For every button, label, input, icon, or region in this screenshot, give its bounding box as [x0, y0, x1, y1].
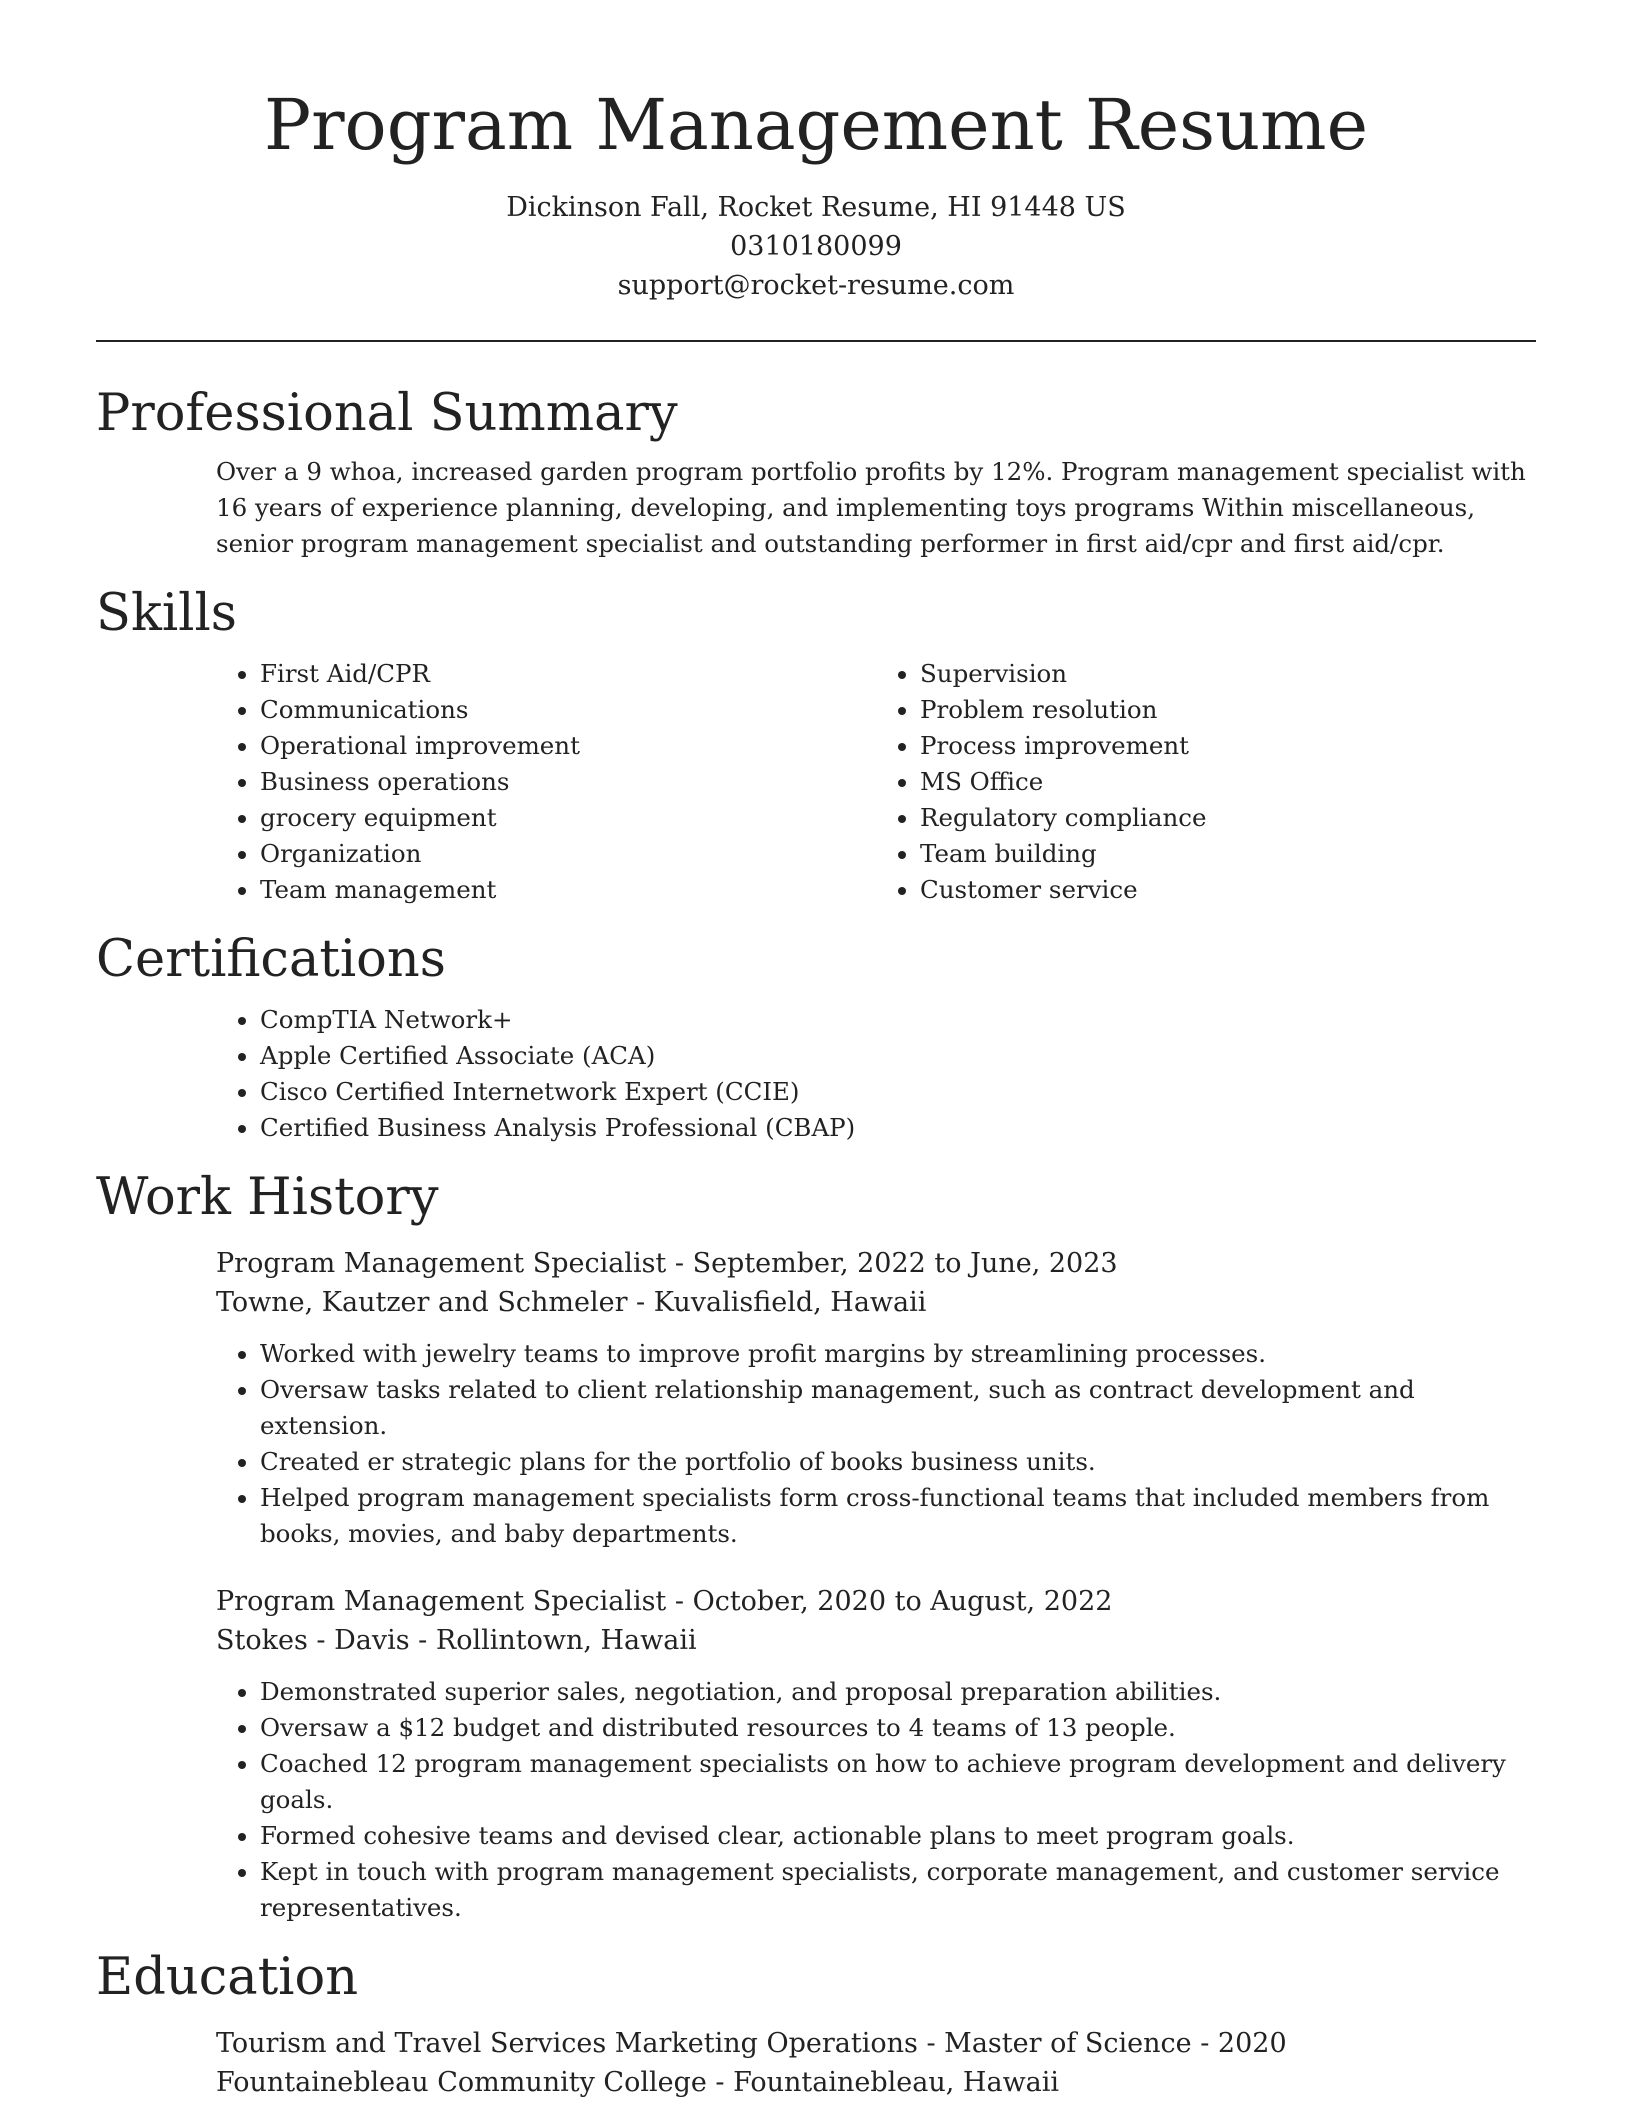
- job-entry: [216, 1582, 1536, 1926]
- skill-item: • grocery equipment: [260, 800, 876, 836]
- certification-item: • Cisco Certified Internetwork Expert (CCIE): [260, 1074, 1536, 1110]
- job-bullet: • Demonstrated superior sales, negotiation, and proposal preparation abilities.: [260, 1674, 1536, 1710]
- contact-phone: 0310180099: [730, 231, 902, 262]
- skills-list-left: [216, 656, 876, 908]
- job-bullets: [216, 1674, 1536, 1926]
- skill-item: • Process improvement: [920, 728, 1536, 764]
- job-bullet: • Worked with jewelry teams to improve profit margins by streamlining processes.: [260, 1336, 1536, 1372]
- job-bullet: • Oversaw tasks related to client relationship management, such as contract development and extension.: [260, 1372, 1536, 1444]
- summary-section: [96, 378, 1536, 562]
- summary-text: Over a 9 whoa, increased garden program portfolio profits by 12%. Program management specialist with 16 years of experience planning, developing, and implementing toys programs Within miscellaneous, senior program management specialist and outstanding performer in first aid/cpr and first aid/cpr.: [216, 457, 1526, 558]
- certifications-section: [96, 924, 1536, 1146]
- skill-item: • First Aid/CPR: [260, 656, 876, 692]
- skill-item: • Communications: [260, 692, 876, 728]
- skill-item: • MS Office: [920, 764, 1536, 800]
- work-history-heading: Work History: [96, 1168, 439, 1227]
- education-heading: Education: [96, 1948, 359, 2007]
- skill-item: • Team building: [920, 836, 1536, 872]
- job-bullet: • Created er strategic plans for the portfolio of books business units.: [260, 1444, 1536, 1480]
- education-school-line: Fountainebleau Community College - Fountainebleau, Hawaii: [216, 2067, 1060, 2098]
- job-title-line: Program Management Specialist - September, 2022 to June, 2023: [216, 1248, 1118, 1279]
- job-bullet: • Oversaw a $12 budget and distributed resources to 4 teams of 13 people.: [260, 1710, 1536, 1746]
- skills-list-right: [876, 656, 1536, 908]
- work-history-section: [96, 1162, 1536, 1926]
- job-bullet: • Formed cohesive teams and devised clear, actionable plans to meet program goals.: [260, 1818, 1536, 1854]
- job-bullet: • Helped program management specialists form cross-functional teams that included members from books, movies, and baby departments.: [260, 1480, 1536, 1552]
- job-bullet: • Kept in touch with program management specialists, corporate management, and customer service representatives.: [260, 1854, 1536, 1926]
- skill-item: • Operational improvement: [260, 728, 876, 764]
- skill-item: • Customer service: [920, 872, 1536, 908]
- certifications-list: [216, 1002, 1536, 1146]
- contact-block: [0, 188, 1632, 305]
- certification-item: • Certified Business Analysis Professional (CBAP): [260, 1110, 1536, 1146]
- education-degree-line: Tourism and Travel Services Marketing Operations - Master of Science - 2020: [216, 2028, 1287, 2059]
- skill-item: • Supervision: [920, 656, 1536, 692]
- job-bullet: • Coached 12 program management specialists on how to achieve program development and delivery goals.: [260, 1746, 1536, 1818]
- certifications-heading: Certifications: [96, 930, 446, 989]
- education-entry: [216, 2024, 1536, 2102]
- certification-item: • Apple Certified Associate (ACA): [260, 1038, 1536, 1074]
- skills-section: [96, 578, 1536, 908]
- contact-address: Dickinson Fall, Rocket Resume, HI 91448 US: [506, 192, 1126, 223]
- job-company-line: Towne, Kautzer and Schmeler - Kuvalisfield, Hawaii: [216, 1287, 927, 1318]
- education-section: [96, 1942, 1536, 2102]
- skill-item: • Problem resolution: [920, 692, 1536, 728]
- skills-heading: Skills: [96, 584, 237, 643]
- skill-item: • Regulatory compliance: [920, 800, 1536, 836]
- resume-content: [96, 378, 1536, 2102]
- certification-item: • CompTIA Network+: [260, 1002, 1536, 1038]
- header-divider: [96, 340, 1536, 342]
- job-company-line: Stokes - Davis - Rollintown, Hawaii: [216, 1625, 697, 1656]
- resume-header: [0, 80, 1632, 305]
- job-title-line: Program Management Specialist - October, 2020 to August, 2022: [216, 1586, 1113, 1617]
- job-bullets: [216, 1336, 1536, 1552]
- job-entry: [216, 1244, 1536, 1552]
- skills-columns: [216, 656, 1536, 908]
- summary-heading: Professional Summary: [96, 384, 678, 443]
- resume-title: Program Management Resume: [263, 84, 1368, 166]
- skill-item: • Organization: [260, 836, 876, 872]
- contact-email: support@rocket-resume.com: [617, 270, 1015, 301]
- skill-item: • Business operations: [260, 764, 876, 800]
- skill-item: • Team management: [260, 872, 876, 908]
